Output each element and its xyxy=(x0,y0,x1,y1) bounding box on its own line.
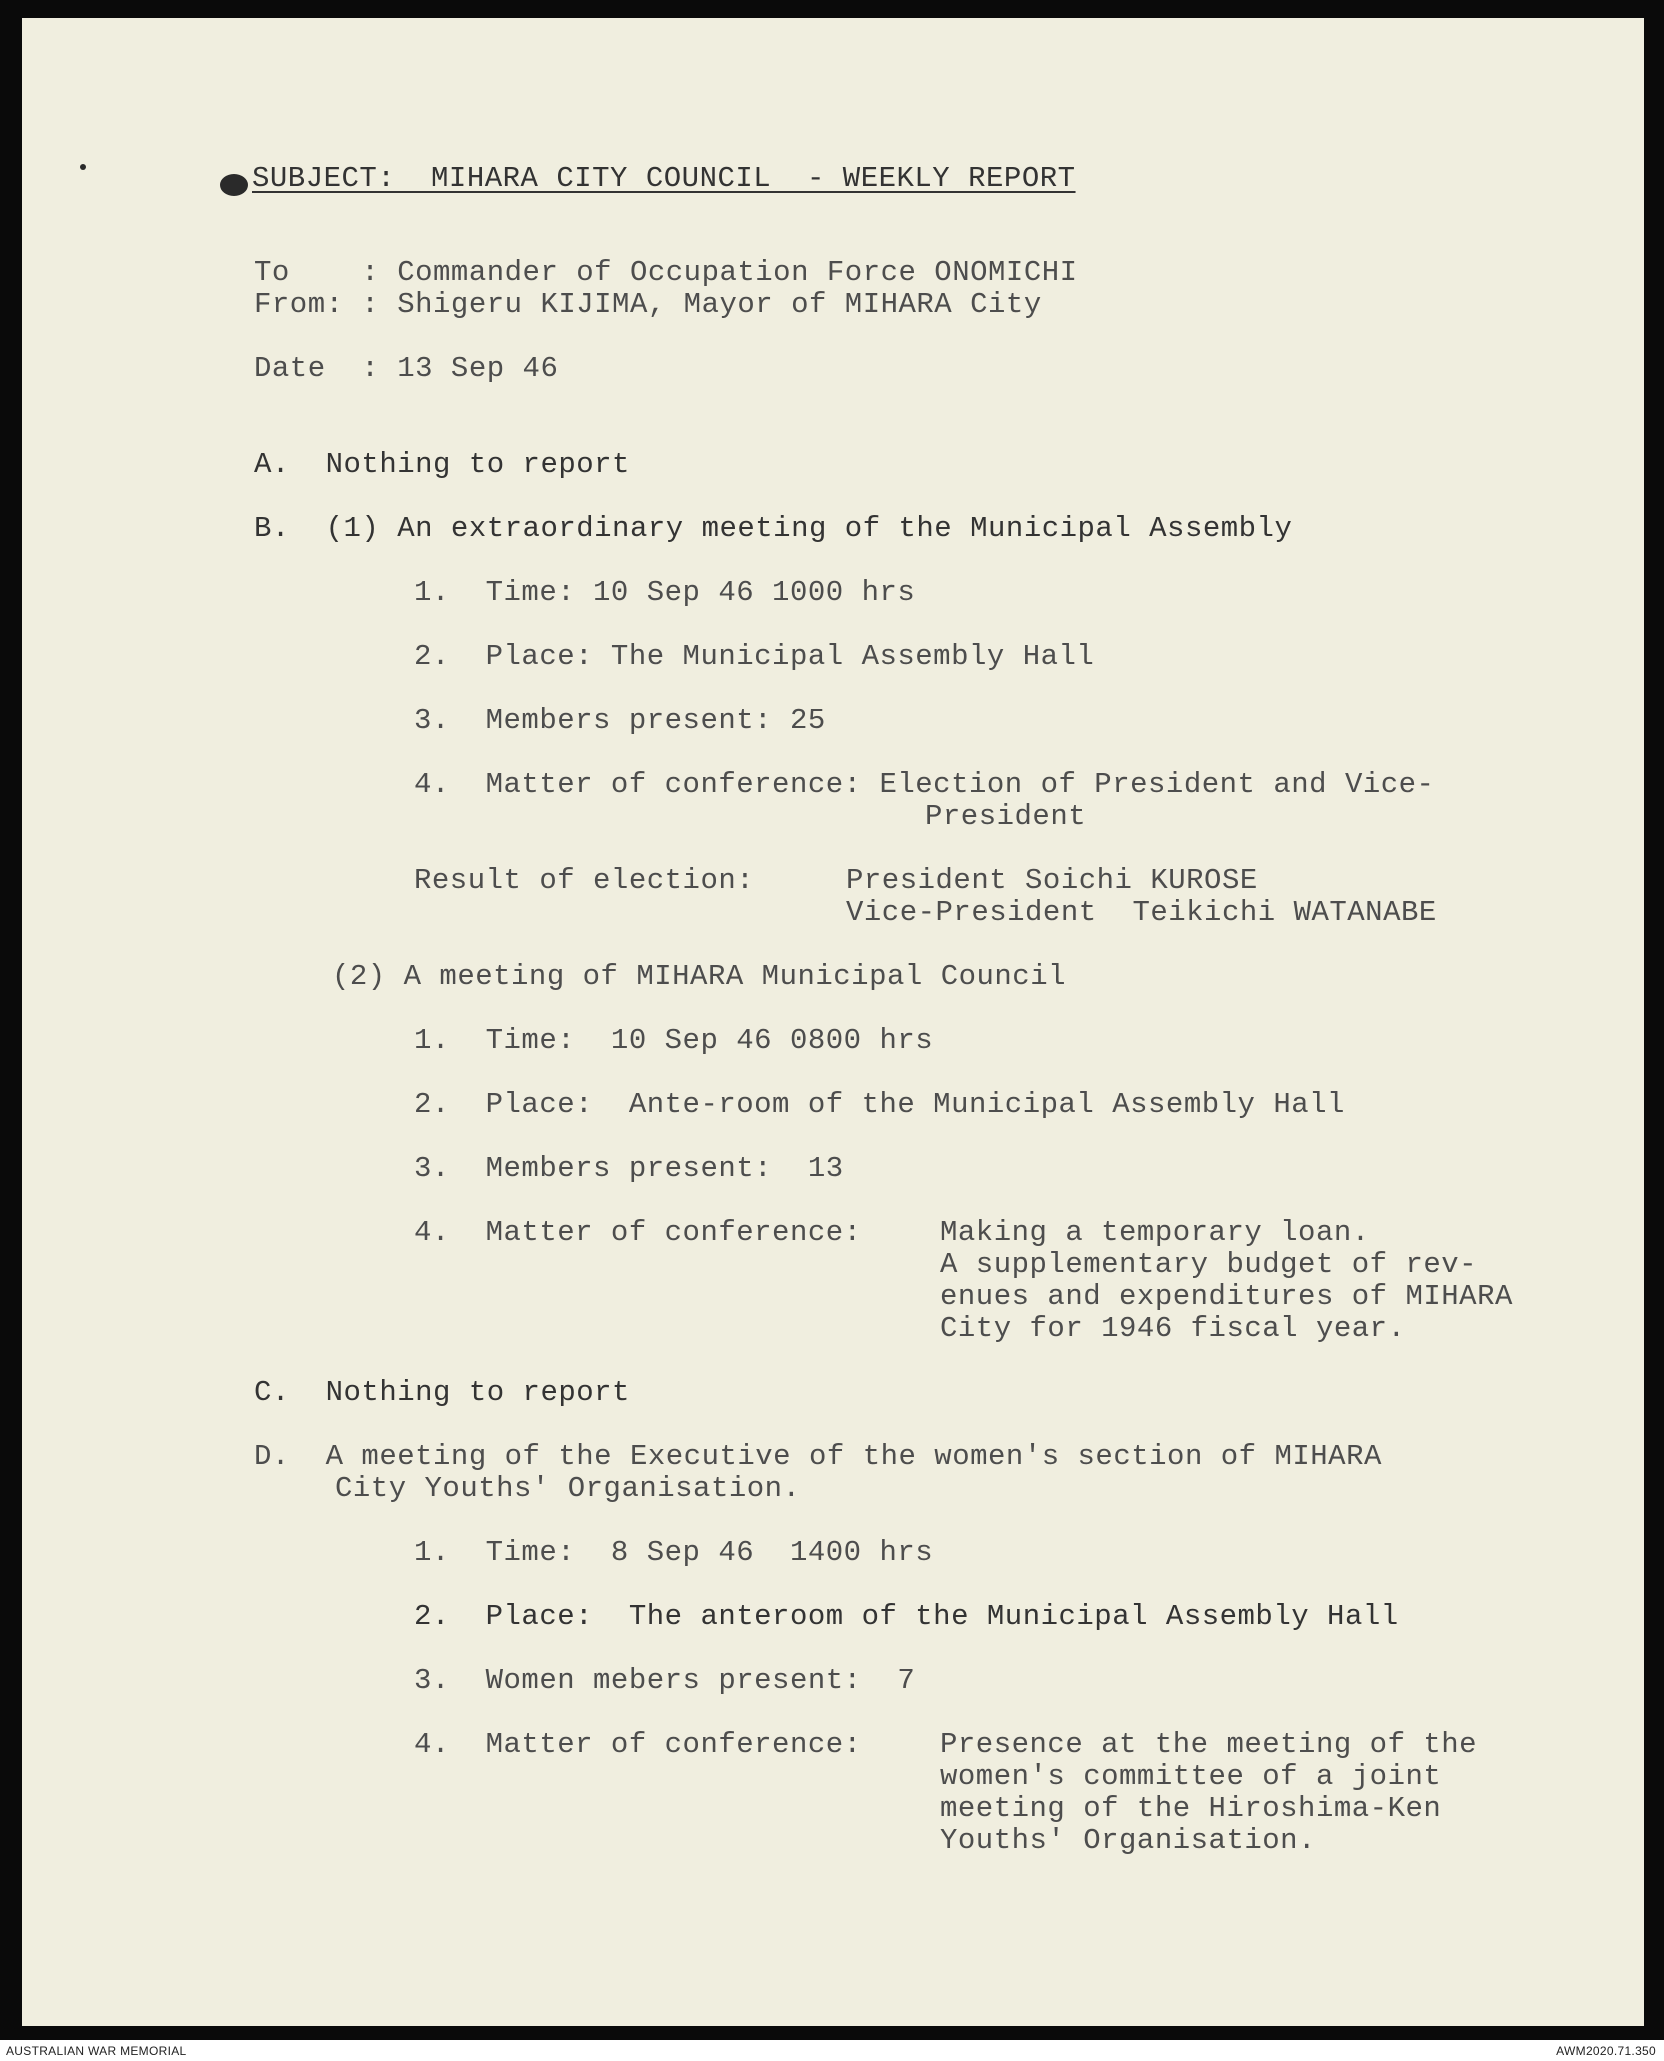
election-result-vice-president: Vice-President Teikichi WATANABE xyxy=(846,896,1437,929)
subject-line: SUBJECT: MIHARA CITY COUNCIL - WEEKLY REPORT xyxy=(252,162,1076,195)
from-line: From: : Shigeru KIJIMA, Mayor of MIHARA City xyxy=(254,288,1042,321)
election-result-label: Result of election: xyxy=(414,864,755,897)
section-d-heading-line-1: D. A meeting of the Executive of the women's section of MIHARA xyxy=(254,1440,1382,1473)
section-d-item-4: 4. Matter of conference: xyxy=(414,1728,862,1761)
section-b-item-2: 2. Place: The Municipal Assembly Hall xyxy=(414,640,1095,673)
section-b2-conference-line-4: City for 1946 fiscal year. xyxy=(940,1312,1406,1345)
section-b2-conference-line-1: Making a temporary loan. xyxy=(940,1216,1370,1249)
section-b-item-1: 1. Time: 10 Sep 46 1000 hrs xyxy=(414,576,916,609)
section-d-conference-line-4: Youths' Organisation. xyxy=(940,1824,1316,1857)
section-b2-conference-line-2: A supplementary budget of rev- xyxy=(940,1248,1478,1281)
section-d-item-2: 2. Place: The anteroom of the Municipal Assembly Hall xyxy=(414,1600,1399,1633)
section-b2-item-3: 3. Members present: 13 xyxy=(414,1152,844,1185)
section-b-heading: B. (1) An extraordinary meeting of the Municipal Assembly xyxy=(254,512,1293,545)
section-c: C. Nothing to report xyxy=(254,1376,630,1409)
to-line: To : Commander of Occupation Force ONOMICHI xyxy=(254,256,1078,289)
section-b2-heading: (2) A meeting of MIHARA Municipal Council xyxy=(332,960,1067,993)
document-page xyxy=(22,18,1644,2026)
election-result-president: President Soichi KUROSE xyxy=(846,864,1258,897)
section-d-item-1: 1. Time: 8 Sep 46 1400 hrs xyxy=(414,1536,934,1569)
section-b-item-3: 3. Members present: 25 xyxy=(414,704,826,737)
section-d-conference-line-2: women's committee of a joint xyxy=(940,1760,1442,1793)
section-b2-item-4: 4. Matter of conference: xyxy=(414,1216,862,1249)
section-b-item-4: 4. Matter of conference: Election of President and Vice- xyxy=(414,768,1435,801)
footer-institution: AUSTRALIAN WAR MEMORIAL xyxy=(6,2044,187,2058)
section-d-conference-line-3: meeting of the Hiroshima-Ken xyxy=(940,1792,1442,1825)
date-line: Date : 13 Sep 46 xyxy=(254,352,559,385)
section-b2-item-2: 2. Place: Ante-room of the Municipal Assembly Hall xyxy=(414,1088,1345,1121)
section-b-item-4-cont: President xyxy=(925,800,1087,833)
section-d-item-3: 3. Women mebers present: 7 xyxy=(414,1664,916,1697)
section-a: A. Nothing to report xyxy=(254,448,630,481)
section-b2-conference-line-3: enues and expenditures of MIHARA xyxy=(940,1280,1513,1313)
footer-accession-number: AWM2020.71.350 xyxy=(1556,2044,1656,2058)
section-d-conference-line-1: Presence at the meeting of the xyxy=(940,1728,1478,1761)
section-d-heading-line-2: City Youths' Organisation. xyxy=(335,1472,801,1505)
ink-smudge xyxy=(220,174,248,196)
section-b2-item-1: 1. Time: 10 Sep 46 0800 hrs xyxy=(414,1024,934,1057)
ink-dot xyxy=(80,164,86,170)
